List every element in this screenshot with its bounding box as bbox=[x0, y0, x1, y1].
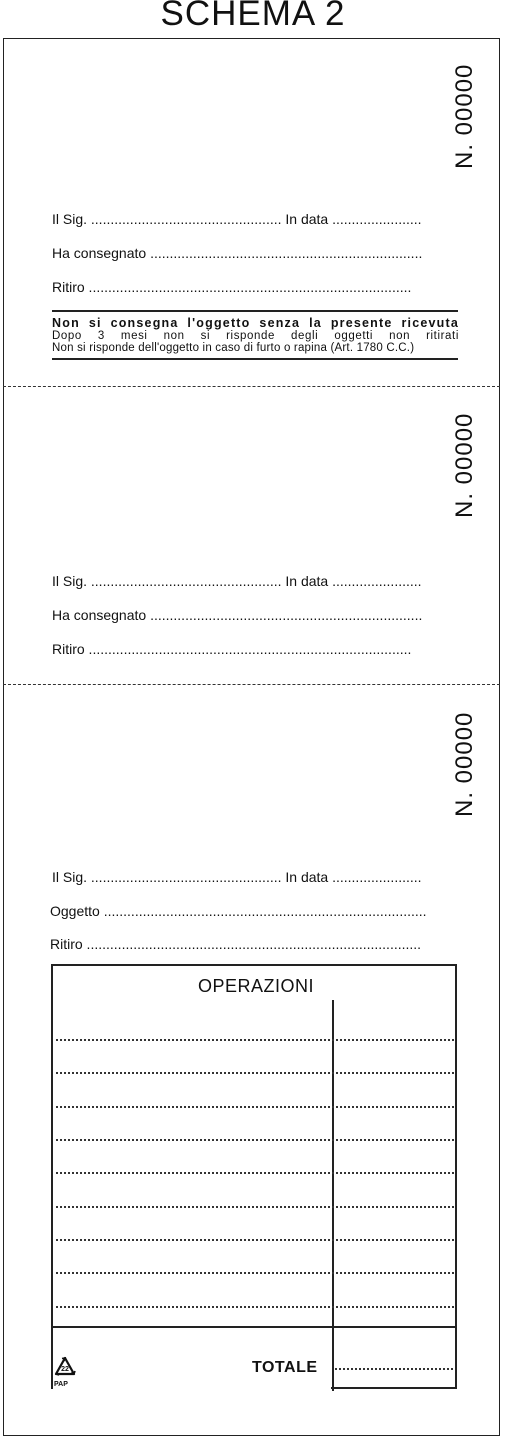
page-title: SCHEMA 2 bbox=[160, 0, 346, 33]
consegnato-line-2: Ha consegnato ...................................................................... bbox=[52, 607, 423, 623]
ritiro-line-2: Ritiro ................................................................................... bbox=[52, 641, 412, 657]
operations-column-divider bbox=[332, 1000, 334, 1391]
cut-line-2 bbox=[3, 684, 500, 685]
sig-line-1: Il Sig. ................................................. In data ....................... bbox=[52, 211, 422, 227]
notice-block bbox=[52, 317, 459, 355]
receipt-number-1: N. 00000 bbox=[451, 63, 478, 169]
operations-row bbox=[56, 1239, 454, 1241]
notice-bottom-rule bbox=[52, 358, 458, 360]
recycle-material-label: PAP bbox=[54, 1381, 68, 1388]
total-box bbox=[331, 1350, 457, 1389]
ritiro-line-3: Ritiro ...................................................................................... bbox=[50, 936, 422, 952]
notice-line-2: Dopo 3 mesi non si risponde degli oggetti non ritirati bbox=[52, 329, 459, 342]
receipt-number-3: N. 00000 bbox=[451, 711, 478, 817]
operations-title: OPERAZIONI bbox=[197, 976, 314, 996]
operations-base-rule bbox=[53, 1326, 455, 1328]
cut-line-1 bbox=[3, 386, 500, 387]
operations-row bbox=[56, 1272, 454, 1274]
total-dotted-line bbox=[335, 1368, 453, 1370]
operations-table bbox=[51, 964, 457, 1389]
oggetto-line-3: Oggetto ................................................................................... bbox=[50, 903, 427, 919]
receipt-number-2: N. 00000 bbox=[451, 412, 478, 518]
operations-row bbox=[56, 1206, 454, 1208]
notice-line-3: Non si risponde dell'oggetto in caso di furto o rapina (Art. 1780 C.C.) bbox=[52, 342, 415, 354]
ritiro-line-1: Ritiro ................................................................................... bbox=[52, 279, 412, 295]
operations-row bbox=[56, 1072, 454, 1074]
consegnato-line-1: Ha consegnato ...................................................................... bbox=[52, 245, 423, 261]
operations-row bbox=[56, 1139, 454, 1141]
operations-row bbox=[56, 1172, 454, 1174]
notice-line-1: Non si consegna l'oggetto senza la presente ricevuta bbox=[52, 316, 459, 330]
notice-top-rule bbox=[52, 310, 458, 312]
sig-line-3: Il Sig. ................................................. In data ....................... bbox=[52, 869, 422, 885]
sig-line-2: Il Sig. ................................................. In data ....................... bbox=[52, 573, 422, 589]
operations-row bbox=[56, 1306, 454, 1308]
recycle-code: 22 bbox=[61, 1366, 69, 1373]
total-label: TOTALE bbox=[252, 1359, 318, 1376]
operations-row bbox=[56, 1039, 454, 1041]
operations-row bbox=[56, 1106, 454, 1108]
